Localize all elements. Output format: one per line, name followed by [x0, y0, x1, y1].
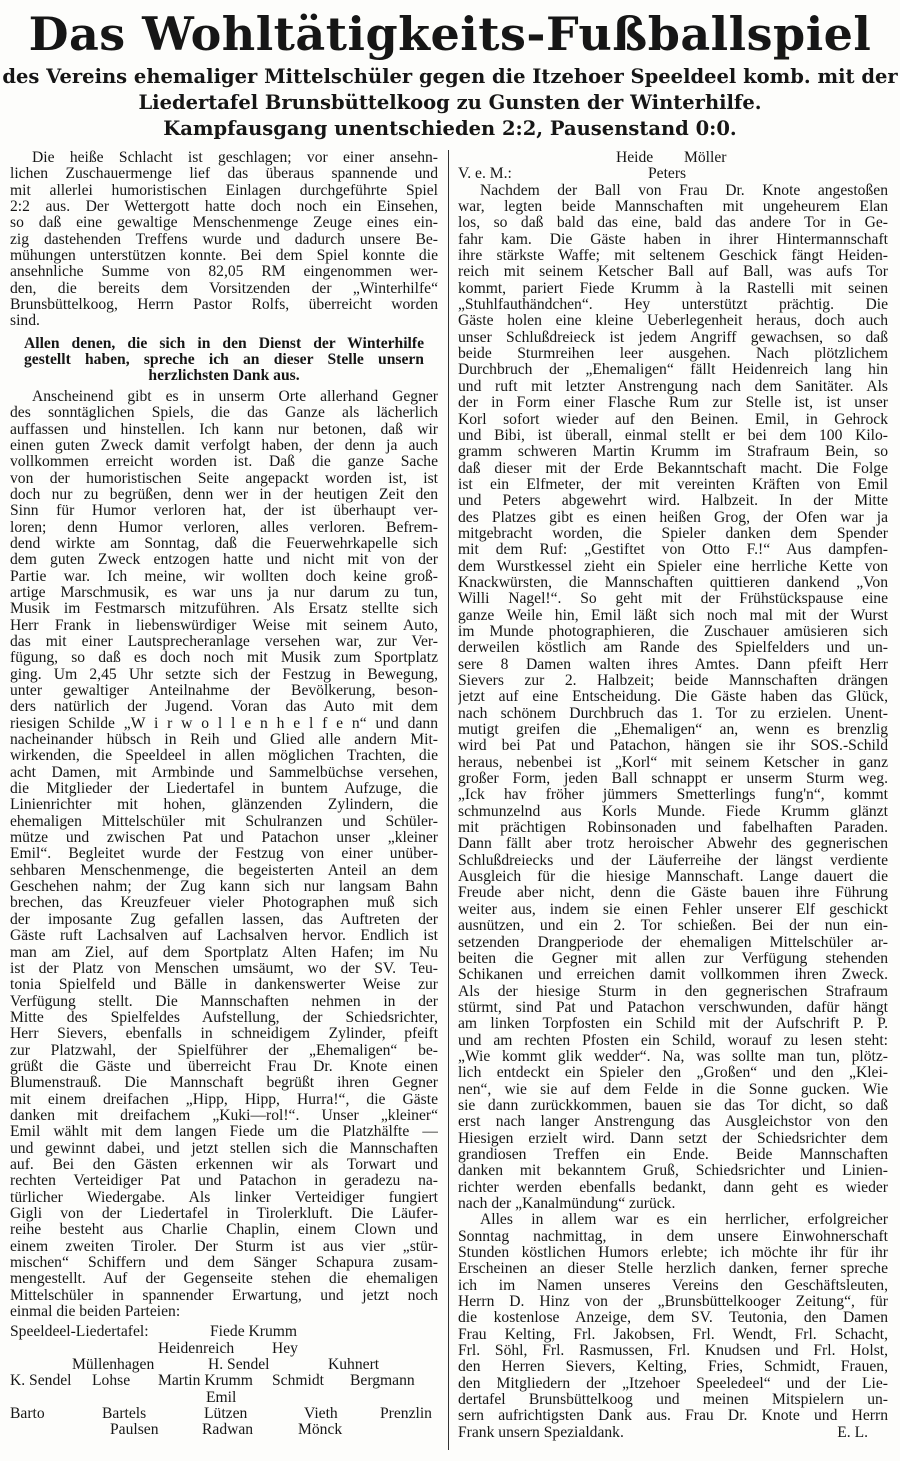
player: K. Sendel — [10, 1372, 72, 1390]
text-line: herzlichsten Dank aus. — [148, 368, 300, 385]
text-line: im Munde photographieren, die Zuschauer amüsieren sich — [458, 623, 888, 640]
text-line: Korl sofort wieder auf den Beinen. Emil, in Gehrock — [458, 411, 888, 428]
text-line: Musik im Festmarsch mitzuführen. Als Ersatz stellte sich — [10, 601, 438, 618]
text-line: vollkommen erreicht worden ist. Daß die ganze Sache — [10, 454, 438, 471]
text-line: jetzt auf eine Entscheidung. Die Gäste haben das Glück, — [458, 689, 888, 706]
text-line: Knackwürsten, die Mannschaften quittieren dankend „Von — [458, 574, 888, 591]
text-line: türlicher Wiedergabe. Als linker Verteidiger fungiert — [10, 1189, 438, 1206]
text-line: ist ein Elfmeter, der mit vereinten Kräften von Emil — [458, 476, 888, 493]
player: Möller — [684, 149, 727, 166]
text-line: Herr Frank in liebenswürdiger Weise mit seinem Auto, — [10, 617, 438, 634]
text-line: Ausgleich für die hiesige Mannschaft. Lange dauert die — [458, 869, 888, 886]
text-line: fügung, so daß es doch noch mit Musik zum Sportplatz — [10, 650, 438, 667]
text-line: Freude aber nicht, denn die Gäste bauen ihre Führung — [458, 885, 888, 902]
text-line: unser Schlußdreieck ist jedem Angriff gewachsen, so daß — [458, 329, 888, 346]
text-line: Verfügung stellt. Die Mannschaften nehmen in der — [10, 993, 438, 1010]
text-line: beiten die Gegner mit allen zur Verfügung stehenden — [458, 950, 888, 967]
text-line: unter gewaltiger Anteilnahme der Bevölkerung, beson- — [10, 683, 438, 699]
text-line: einmal die beiden Parteien: — [10, 1304, 181, 1321]
paragraph-report — [10, 389, 438, 1321]
text-line: am linken Torpfosten ein Schild mit der Aufschrift P. P. — [458, 1016, 888, 1033]
text-line: das mit einer Lautsprecheranlage versehen war, zur Ver- — [10, 633, 438, 650]
text-line: wirkenden, die Speeldeel in allen möglichen Trachten, die — [10, 748, 438, 765]
player: Lützen — [204, 1405, 248, 1423]
text-line: ist der Platz von Menschen umsäumt, wo der SV. Teu- — [10, 960, 438, 977]
player: Bartels — [102, 1405, 147, 1423]
text-line: dem Wurstkessel zieht ein Spieler eine herrliche Kette von — [458, 558, 888, 575]
player: Lohse — [92, 1372, 131, 1390]
text-line: erst nach langer Anstrengung das Ausgleichstor von den — [458, 1114, 888, 1131]
text-line: ansehnliche Summe von 82,05 RM eingenommen wer- — [10, 264, 438, 281]
text-line: ganze Weile hin, Emil läßt sich noch mal mit der Wurst — [458, 607, 888, 624]
player: Paulsen — [110, 1421, 159, 1439]
text-line: Herrn D. Hinz von der „Brunsbüttelkooger Zeitung“, für — [458, 1294, 888, 1311]
text-line: sie dann zurückkommen, bauen sie das Tor dicht, so daß — [458, 1097, 888, 1114]
text-line: Sievers zur 2. Halbzeit; beide Mannschaften drängen — [458, 673, 888, 689]
text-line: danken mit dreifachem „Kuki—rol!“. Unser „kleiner“ — [10, 1107, 438, 1124]
text-line: nach der „Kanalmündung“ zurück. — [458, 1196, 676, 1212]
text-line: ders natürlich der Jugend. Voran das Auto mit dem — [10, 699, 438, 716]
paragraph-closing-wrap — [458, 1212, 888, 1441]
text-line: der imposante Zug gefallen lassen, das Auftreten der — [10, 911, 438, 928]
paragraph-match — [458, 183, 888, 1213]
text-line: mit allerlei humoristischen Einlagen durchgeführte Spiel — [10, 182, 438, 199]
text-line: den Herren Sievers, Kelting, Fries, Schmidt, Frauen, — [458, 1359, 888, 1376]
text-line: doch nur zu begrüßen, denn wer in der heutigen Zeit den — [10, 486, 438, 503]
text-line: des Platzes gibt es einen heißen Grog, der Ofen war ja — [458, 509, 888, 526]
lineup-vem-rest — [458, 150, 888, 183]
text-line: Gigli von der Liedertafel in Tirolerkluft. Die Läufer- — [10, 1206, 438, 1222]
text-line: Geschehen nahm; der Zug kann sich nur langsam Bahn — [10, 879, 438, 896]
text-line: großer Form, jeden Ball schnappt er unserm Sturm weg. — [458, 771, 888, 788]
text-line: Sonntag nachmittag, in dem unsere Einwohnerschaft — [458, 1228, 888, 1245]
text-line: dem guten Zweck entzogen hatte und nicht mit von der — [10, 552, 438, 569]
text-line: sere 8 Damen walten ihres Amtes. Dann pfeift Herr — [458, 656, 888, 673]
text-line: fahr kam. Die Gäste haben in ihrer Hintermannschaft — [458, 231, 888, 248]
text-line: ging. Um 2,45 Uhr setzte sich der Festzug in Bewegung, — [10, 666, 438, 683]
text-line: lich entdeckt ein Spieler den „Großen“ und den „Klei- — [458, 1065, 888, 1082]
text-line: dend wirkte am Sonntag, daß die Feuerwehrkapelle sich — [10, 535, 438, 552]
text-line: acht Damen, mit Armbinde und Sammelbüchse versehen, — [10, 764, 438, 781]
text-line: Hiesigen erzielt wird. Dann setzt der Schiedsrichter dem — [458, 1130, 888, 1147]
text-line: mitgebracht worden, die Spieler danken dem Spender — [458, 525, 888, 542]
text-line: „Stuhlfauthändchen“. Hey unterstützt prächtig. Die — [458, 297, 888, 314]
text-line: Brunsbüttelkoog, Herrn Pastor Rolfs, überreicht worden — [10, 297, 438, 314]
paragraph-closing — [458, 1212, 888, 1441]
subheadline-line: des Vereins ehemaliger Mittelschüler gegen die Itzehoer Speeldeel komb. mit der — [2, 65, 898, 88]
text-line: mit prächtigen Robinsonaden und fabelhaften Paraden. — [458, 820, 888, 837]
text-line: Durchbruch der „Ehemaligen“ fällt Heidenreich lang hin — [458, 362, 888, 379]
text-line: daß dieser mit der Erde Bekanntschaft macht. Die Folge — [458, 460, 888, 477]
text-line: loren; denn Humor verloren, alles verloren. Befrem- — [10, 519, 438, 536]
text-line: derweilen köstlich am Rande des Spielfelders und un- — [458, 640, 888, 657]
text-line: mühungen unterstützen konnte. Bei dem Spiel konnte die — [10, 248, 438, 265]
text-line: mit dem Ruf: „Gestiftet von Otto F.!“ Aus dampfen- — [458, 542, 888, 559]
text-line: riesigen Schilde „W i r w o l l e n h e l f e n“ und dann — [10, 715, 438, 732]
text-line: Allen denen, die sich in den Dienst der Winterhilfe — [24, 335, 424, 352]
text-line: Willi Nagel!“. So geht mit der Frühstückspause eine — [458, 591, 888, 608]
text-line: „Wie kommt glik wedder“. Na, was sollte man tun, plötz- — [458, 1048, 888, 1065]
paragraph-intro — [10, 150, 438, 330]
text-line: weiter aus, indem sie einen Fehler unserer Elf geschickt — [458, 901, 888, 918]
text-line: der in Form einer Flasche Rum zur Stelle ist, ist unser — [458, 395, 888, 412]
text-line: Partie war. Ich meine, wir wollten doch keine groß- — [10, 568, 438, 585]
player: Schmidt — [272, 1372, 324, 1390]
team-label: V. e. M.: — [458, 165, 512, 183]
text-line: „Ick hav fröher jümmers Smetterlings fung'n“, kommt — [458, 787, 888, 804]
text-line: zig dastehenden Treffens wurde und dadurch unsere Be- — [10, 231, 438, 248]
player: Martin Krumm — [158, 1372, 253, 1390]
text-line: Herr Sievers, ebenfalls in schneidigem Zylinder, pfeift — [10, 1026, 438, 1043]
text-line: ich im Namen unseres Vereins den Geschäftsleuten, — [458, 1277, 888, 1294]
text-line: Als der hiesige Sturm in den gegnerischen Strafraum — [458, 983, 888, 1000]
text-line: mengestellt. Auf der Gegenseite stehen die ehemaligen — [10, 1271, 438, 1288]
player: Heide — [616, 149, 654, 166]
text-line: Die heiße Schlacht ist geschlagen; vor einer ansehn- — [32, 150, 438, 166]
headline: Das Wohltätigkeits-Fußballspiel — [28, 7, 872, 61]
text-line: Erscheinen an dieser Stelle herzlich danken, ferner spreche — [458, 1261, 888, 1278]
text-line: sern aufrichtigsten Dank aus. Frau Dr. Knote und Herrn — [458, 1408, 888, 1425]
text-line: mit einem dreifachen „Hipp, Hipp, Hurra!“, die Gäste — [10, 1091, 438, 1108]
text-line: auf. Bei den Gästen erkennen wir als Torwart und — [10, 1156, 438, 1173]
subheadline-result: Kampfausgang unentschieden 2:2, Pausenstand 0:0. — [163, 117, 737, 140]
text-line: nacheinander hübsch in Reih und Glied alle andern Mit- — [10, 732, 438, 749]
right-column — [458, 150, 888, 1441]
text-line: setzenden Drangperiode der ehemaligen Mittelschüler ar- — [458, 934, 888, 951]
player: Emil — [206, 1388, 237, 1406]
player: Peters — [648, 165, 687, 183]
text-line: mütze und zwischen Pat und Patachon unser „kleiner — [10, 830, 438, 847]
text-line: richter werden ebenfalls bedankt, dann geht es wieder — [458, 1179, 888, 1196]
text-line: von der humoristischen Seite angepackt worden ist, ist — [10, 470, 438, 487]
text-line: danken mit bekanntem Gruß, Schiedsrichter und Linien- — [458, 1163, 888, 1180]
text-line: stürmt, sind Pat und Patachon verschwunden, dafür hängt — [458, 999, 888, 1016]
text-line: los, so daß bald das eine, bald das andere Tor in Ge- — [458, 215, 888, 232]
player: Heidenreich — [158, 1339, 235, 1357]
text-line: den Mitgliedern der „Itzehoer Speeledeel“ und der Lie- — [458, 1375, 888, 1392]
text-line: zur Platzwahl, der Spielführer der „Ehemaligen“ be- — [10, 1042, 438, 1059]
text-line: des sonntäglichen Spiels, die das Ganze als lächerlich — [10, 405, 438, 422]
text-line: Frau Kelting, Frl. Jakobsen, Frl. Wendt, Frl. Schacht, — [458, 1326, 888, 1343]
thanks-note — [24, 336, 424, 385]
text-line: einen guten Zweck damit verfolgt haben, der denn ja auch — [10, 437, 438, 454]
text-line: und Bibi, ist überall, einmal stellt er bei dem 100 Kilo- — [458, 427, 888, 444]
text-line: und ruft mit letzter Anstrengung nach dem Sanitäter. Als — [458, 378, 888, 395]
text-line: Mittelschüler in spannender Erwartung, und jetzt noch — [10, 1287, 438, 1304]
text-line: grandiosen Treffen ein Ende. Beide Mannschaften — [458, 1146, 888, 1163]
text-line: sind. — [10, 313, 40, 330]
text-line: mischen“ Schiffern und dem Sänger Schapura zusam- — [10, 1255, 438, 1272]
player: H. Sendel — [208, 1356, 270, 1374]
text-line: so daß eine gewaltige Menschenmenge Zeuge eines ein- — [10, 215, 438, 232]
player: Radwan — [202, 1421, 254, 1439]
text-line: kommt, pariert Fiede Krumm à la Rastelli mit seinen — [458, 280, 888, 297]
text-line: lichen Zuschauermenge lief das überaus spannende und — [10, 166, 438, 183]
text-line: die kostenlose Anzeige, dem SV. Teutonia, den Damen — [458, 1310, 888, 1327]
column-divider — [448, 150, 449, 1450]
text-line: reihe besteht aus Charlie Chaplin, einem Clown und — [10, 1222, 438, 1239]
player: Bergmann — [350, 1372, 415, 1390]
text-line: heraus, nebenbei ist „Korl“ mit seinem Ketscher in ganz — [458, 754, 888, 771]
text-line: sehbaren Menschenmenge, die begeisterten Anteil an dem — [10, 862, 438, 879]
text-line: mutigt greifen die „Ehemaligen“ an, wenn es brenzlig — [458, 722, 888, 739]
text-line: brechen, das Kreuzfeuer vieler Photographen muß sich — [10, 895, 438, 912]
player: Prenzlin — [380, 1405, 432, 1423]
text-line: Mitte des Spielfeldes Aufstellung, der Schiedsrichter, — [10, 1009, 438, 1026]
text-line: grüßt die Gäste und überreicht Frau Dr. Knote einen — [10, 1058, 438, 1075]
text-line: tonia Spielfeld und Bälle in dankenswerter Weise zur — [10, 977, 438, 994]
text-line: gramm schweren Martin Krumm im Strafraum Bein, so — [458, 444, 888, 461]
text-line: einem zweiten Tiroler. Der Sturm ist aus vier „stür- — [10, 1238, 438, 1255]
text-line: Schlußdreiecks und der Läuferreihe der längst verdiente — [458, 852, 888, 869]
lineup-speeldeel — [10, 1324, 438, 1389]
text-line: Alles in allem war es ein herrlicher, erfolgreicher — [480, 1212, 888, 1229]
text-line: Linienrichter mit hohen, glänzenden Zylindern, die — [10, 797, 438, 814]
text-line: gestellt haben, spreche ich an dieser Stelle unsern — [24, 352, 424, 369]
text-line: Blumenstrauß. Die Mannschaft begrüßt ihren Gegner — [10, 1075, 438, 1092]
text-line: artige Marschmusik, es war uns ja nur darum zu tun, — [10, 584, 438, 601]
text-line: wird bei Pat und Patachon, hängen sie ihr SOS.-Schild — [458, 738, 888, 755]
text-line: reich mit seinem Ketscher Ball auf Ball, was aufs Tor — [458, 264, 888, 281]
text-line: Nachdem der Ball von Frau Dr. Knote angestoßen — [480, 182, 888, 199]
text-line: man am Ziel, auf dem Sportplatz Alten Hafen; im Nu — [10, 944, 438, 961]
text-line: den, die bereits dem Vorsitzenden der „Winterhilfe“ — [10, 280, 438, 297]
player: Mönck — [298, 1421, 343, 1439]
text-line: Stunden köstlichen Humors erlebte; ich möchte ihr für ihr — [458, 1245, 888, 1262]
text-line: war, legten beide Mannschaften mit ungeheurem Elan — [458, 199, 888, 216]
text-line: Gäste ruft Lachsalven auf Lachsalven hervor. Endlich ist — [10, 928, 438, 945]
signature: E. L. — [837, 1423, 868, 1441]
text-line: Frank unsern Spezialdank. — [458, 1424, 624, 1441]
player: Barto — [10, 1405, 45, 1423]
text-line: Frl. Söhl, Frl. Rasmussen, Frl. Knudsen und Frl. Holst, — [458, 1343, 888, 1360]
team-label: Speeldeel-Liedertafel: — [10, 1323, 149, 1341]
text-line: und gewinnt dabei, und jetzt stellen sich die Mannschaften — [10, 1140, 438, 1157]
text-line: 2:2 aus. Der Wettergott hatte doch noch ein Einsehen, — [10, 199, 438, 216]
subheadline-line: Liedertafel Brunsbüttelkoog zu Gunsten der Winterhilfe. — [138, 91, 762, 114]
text-line: schmunzelnd aus Korls Munde. Fiede Krumm glänzt — [458, 803, 888, 820]
text-line: die Mitglieder der Liedertafel in buntem Aufzuge, die — [10, 781, 438, 798]
lineup-vem-forwards — [10, 1390, 438, 1439]
player: Kuhnert — [328, 1356, 380, 1374]
player: Fiede Krumm — [210, 1323, 298, 1341]
player: Hey — [272, 1339, 298, 1357]
text-line: dertafel Brunsbüttelkoog und meinen Mitspielern un- — [458, 1392, 888, 1409]
text-line: Gäste holen eine kleine Ueberlegenheit heraus, doch auch — [458, 313, 888, 330]
text-line: Schikanen und erreichen damit vollkommen ihren Zweck. — [458, 967, 888, 984]
text-line: Sinn für Humor verloren hat, der ist überhaupt ver- — [10, 503, 438, 520]
text-line: Anscheinend gibt es in unserm Orte allerhand Gegner — [32, 388, 438, 405]
text-line: und am rechten Pfosten ein Schild, worauf zu lesen steht: — [458, 1032, 888, 1049]
player: Vieth — [304, 1405, 338, 1423]
text-line: ausnützen, und ein 2. Tor schießen. Bei der nun ein- — [458, 918, 888, 935]
text-line: Dann fällt aber trotz heroischer Abwehr des gegnerischen — [458, 836, 888, 853]
text-line: Emil wählt mit dem langen Fiede um die Platzhälfte — — [10, 1124, 438, 1141]
text-line: beide Sturmreihen leer ausgehen. Nach plötzlichem — [458, 346, 888, 363]
text-line: rechten Verteidiger Pat und Patachon in geradezu na- — [10, 1173, 438, 1190]
text-line: auffassen und hinstellen. Ich kann nur betonen, daß wir — [10, 421, 438, 438]
text-line: ehemaligen Mittelschüler mit Schulranzen und Schüler- — [10, 813, 438, 830]
text-line: ihre stärkste Waffe; mit seltenem Geschick fängt Heiden- — [458, 248, 888, 265]
left-column — [10, 150, 438, 1439]
text-line: nen“, wie sie auf dem Felde in die Sonne gucken. Wie — [458, 1081, 888, 1098]
text-line: und Peters abgewehrt wird. Halbzeit. In der Mitte — [458, 493, 888, 510]
text-line: Emil“. Begleitet wurde der Festzug von einer unüber- — [10, 846, 438, 863]
text-line: nach schönem Durchbruch das 1. Tor zu erzielen. Unent- — [458, 705, 888, 722]
player: Müllenhagen — [72, 1356, 155, 1374]
